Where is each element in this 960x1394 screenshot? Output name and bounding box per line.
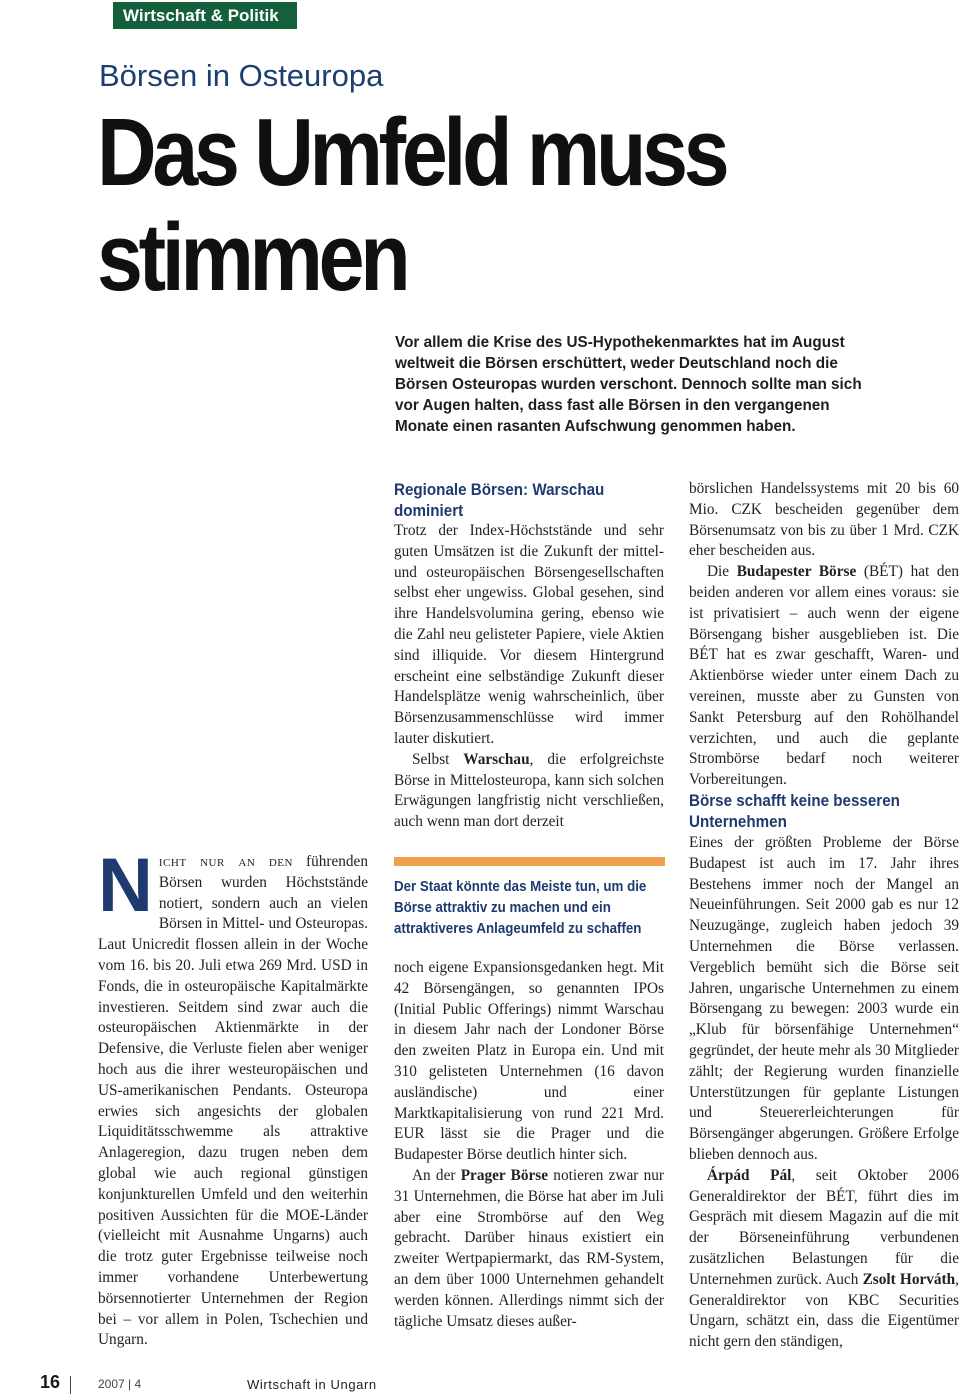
column-2-top	[394, 521, 664, 833]
article-headline: Das Umfeld muss stimmen	[97, 99, 726, 311]
name-highlight: Prager Börse	[460, 1166, 549, 1184]
text-run: An der	[412, 1166, 461, 1184]
paragraph	[689, 562, 959, 791]
drop-cap: N	[98, 843, 153, 928]
subhead-regionale-boersen: Regionale Börsen: Warschau dominiert	[394, 481, 605, 520]
column-3	[689, 479, 959, 791]
text-run: (BÉT) hat den beiden anderen vor allem eines voraus: sie ist privatisiert – auch wenn der eigene Börsengang bisher ausgeblieben ist. Die BÉT hat es zwar geschafft, Waren- und Aktienbörse wieder unter einem Dach zu vereinen, musste aber zu Gunsten von Sankt Petersburg auf den Rohölhandel verzichten, und auch die geplante Strombörse bedarf noch weiterer Vorbereitungen.	[689, 563, 959, 789]
paragraph	[689, 1166, 959, 1353]
page-number: 16	[40, 1372, 61, 1392]
name-highlight: Budapester Börse	[736, 563, 857, 581]
name-highlight: Árpád Pál	[707, 1166, 792, 1184]
column-1-text: führenden Börsen wurden Höchststände notiert, sondern auch an vielen Börsen in Mittel- und Osteuropas. Laut Unicredit flossen allein in der Woche vom 16. bis 20. Juli etwa 269 Mrd. USD in Fonds, die in osteuropäische Kapitalmärkte investieren. Seitdem sind zwar auch die osteuropäischen Aktienmärkte in der Defensive, die Verluste fielen aber weniger hoch aus die ihrer westeuropäischen und US-amerikanischen Pendants. Osteuropa erwies sich angesichts der globalen Liquiditätsschwemme als attraktive Anlageregion, dazu trugen neben dem global wie auch regional günstigen konjunkturellen Umfeld und den weiterhin positiven Aussichten für die MOE-Länder (vielleicht mit Ausnahme Ungarns) auch die trotz guter Ergebnisse teilweise noch immer vorhandene Unterbewertung börsennotierter Unternehmen der Region bei – vor allem in Polen, Tschechien und Ungarn.	[98, 853, 368, 1349]
text-run: , die erfolgreichste Börse in Mittelosteuropa, kann sich solchen Erwägungen langfristig nicht verschließen, auch wenn man dort derzeit	[394, 750, 664, 831]
column-3-bottom	[689, 833, 959, 1353]
pullquote-bar	[394, 857, 665, 866]
paragraph: börslichen Handelssystems mit 20 bis 60 Mio. CZK bescheiden gegenüber dem Börsenumsatz von bis zu über 1 Mrd. CZK eher bescheiden aus.	[689, 480, 959, 560]
paragraph: Eines der größten Probleme der Börse Budapest ist auch im 17. Jahr ihres Bestehens immer noch der Mangel an Neueinführungen. Seit 2000 gab es nur 12 Neuzugänge, zugleich haben jedoch 39 Unternehmen die Börse verlassen. Vergeblich bemüht sich die Börse seit Jahren, ungarische Unternehmen zu einem Börsengang zu bewegen: 2003 wurde ein „Klub für börsenfähige Unternehmen“ gegründet, der heute mehr als 30 Mitglieder zählt; der Regierung wurden finanzielle Unterstützungen für geplante Listungen und Steuererleichterungen für Börsengänger abgerungen. Größere Erfolge blieben dennoch aus.	[689, 834, 959, 1163]
subhead-boerse-schafft: Börse schafft keine besseren Unternehmen	[689, 792, 900, 831]
article-kicker: Börsen in Osteuropa	[99, 58, 384, 93]
magazine-name: Wirtschaft in Ungarn	[247, 1377, 377, 1392]
name-highlight: Warschau	[463, 750, 530, 768]
column-1	[98, 843, 368, 1351]
text-run: Die	[707, 563, 737, 581]
page-footer	[0, 1370, 960, 1394]
opening-smallcaps: icht nur an den	[158, 853, 293, 870]
paragraph	[394, 1166, 664, 1332]
article-lead: Vor allem die Krise des US-Hypothekenmarktes hat im August weltweit die Börsen erschüttert, weder Deutschland noch die Börsen Osteuropas wurden verschont. Dennoch sollte man sich vor Augen halten, dass fast alle Börsen in den vergangenen Monate einen rasanten Aufschwung genommen haben.	[395, 334, 862, 435]
text-run: notieren zwar nur 31 Unternehmen, die Börse hat aber im Juli aber eine Strombörse auf den Weg gebracht. Darüber hinaus existiert ein zweiter Wertpapiermarkt, das RM-System, an dem über 1000 Unternehmen gehandelt werden können. Allerdings nimmt sich der tägliche Umsatz dieses außer-	[394, 1166, 664, 1330]
name-highlight: Zsolt Horváth	[862, 1270, 956, 1288]
text-run: , Generaldirektor von KBC Securities Ungarn, schätzt ein, dass die Eigentümer nicht gern den ständigen,	[689, 1270, 959, 1351]
issue-label: 2007 | 4	[98, 1377, 142, 1391]
column-2-bottom	[394, 958, 664, 1332]
pullquote: Der Staat könnte das Meiste tun, um die Börse attraktiv zu machen und ein attraktiveres Anlageumfeld zu schaffen	[394, 879, 647, 937]
text-run: , seit Oktober 2006 Generaldirektor der BÉT, führt dies im Gespräch mit diesem Magazin auf die mit der Börseneinführung verbundenen zusätzlichen Belastungen für die Unternehmen zurück. Auch	[689, 1166, 959, 1288]
paragraph: noch eigene Expansionsgedanken hegt. Mit 42 Börsengängen, so genannten IPOs (Initial Public Offerings) nimmt Warschau in diesem Jahr nach der Londoner Börse den zweiten Platz in Europa ein. Und mit 310 gelisteten Unternehmen (16 davon ausländische) und einer Marktkapitalisierung von rund 221 Mrd. EUR lässt sie die Prager und die Budapester Börse deutlich hinter sich.	[394, 959, 664, 1164]
text-run: Selbst	[412, 750, 464, 768]
paragraph	[394, 750, 664, 833]
footer-divider	[70, 1376, 71, 1394]
section-tag: Wirtschaft & Politik	[113, 2, 297, 29]
paragraph: Trotz der Index-Höchststände und sehr guten Umsätzen ist die Zukunft der mittel- und osteuropäischen Börsengesellschaften selbst eher ungewiss. Global gesehen, sind ihre Handelsvolumina gering, ebenso wie die Zahl neu gelisteter Papiere, viele Aktien sind illiquide. Vor diesem Hintergrund erscheint eine selbständige Zukunft dieser Handelsplätze wenig wahrscheinlich, über Börsenzusammenschlüsse wird immer lauter diskutiert.	[394, 522, 664, 747]
